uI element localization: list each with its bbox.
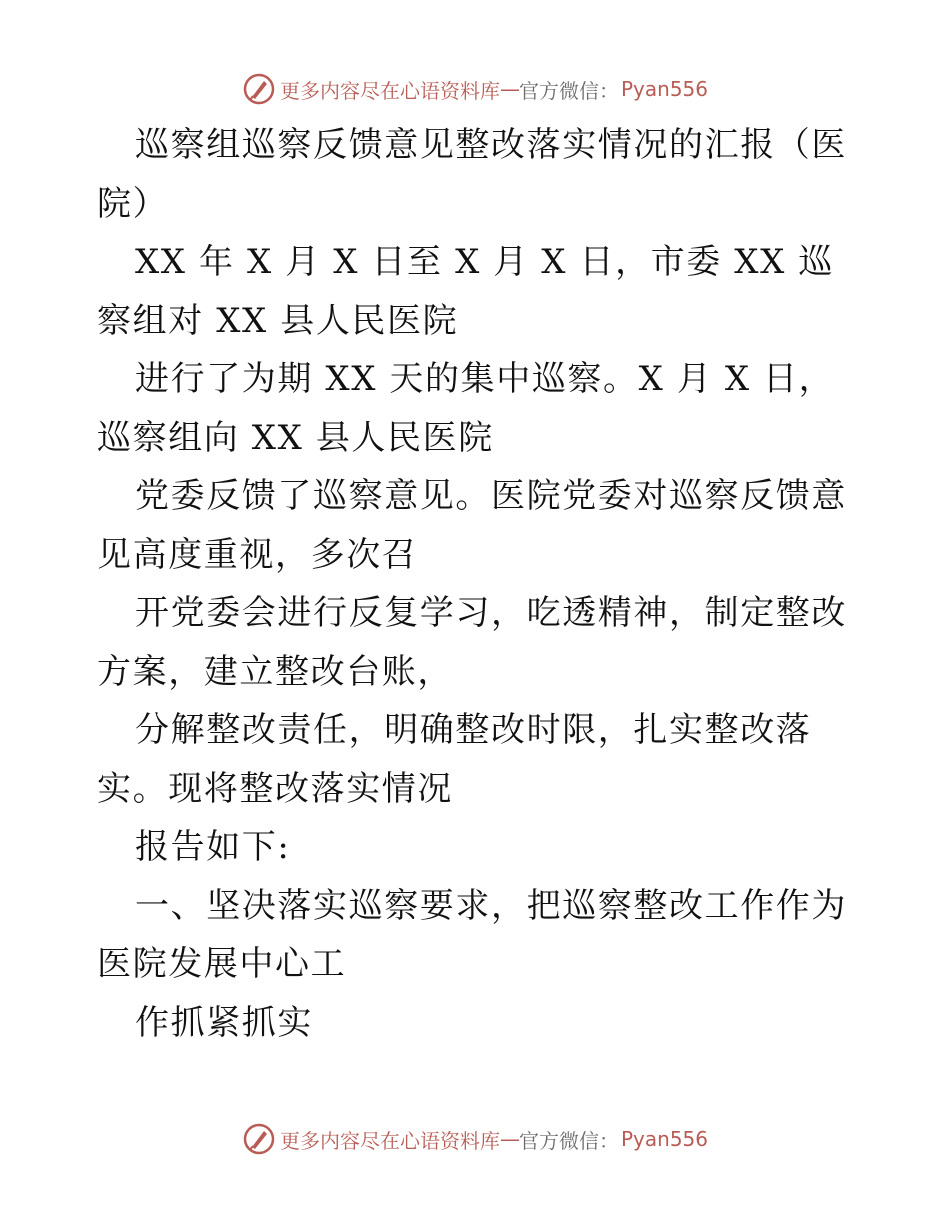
watermark-dash: — (499, 1127, 519, 1151)
watermark-banner-top (0, 72, 950, 106)
quill-pen-icon (242, 72, 276, 106)
paragraph: 进行了为期 XX 天的集中巡察。X 月 X 日，巡察组向 XX 县人民医院 (97, 359, 835, 458)
quill-pen-icon (242, 1122, 276, 1156)
watermark-wechat-id: Pyan556 (620, 77, 708, 101)
watermark-official-label: 官方微信： (518, 1128, 619, 1153)
watermark-text: 更多内容尽在心语资料库 (279, 78, 500, 103)
document-title: 巡察组巡察反馈意见整改落实情况的汇报（医院） (97, 125, 847, 224)
watermark-official-label: 官方微信： (518, 78, 619, 103)
section-heading: 一、坚决落实巡察要求，把巡察整改工作作为医院发展中心工 (97, 885, 847, 984)
watermark-dash: — (499, 77, 519, 101)
paragraph: 开党委会进行反复学习，吃透精神，制定整改方案，建立整改台账， (97, 593, 847, 692)
watermark-banner-bottom (0, 1122, 950, 1156)
paragraph: 作抓紧抓实 (135, 1002, 313, 1043)
document-body (97, 116, 857, 1052)
watermark-text: 更多内容尽在心语资料库 (279, 1128, 500, 1153)
paragraph: 党委反馈了巡察意见。医院党委对巡察反馈意见高度重视，多次召 (97, 476, 847, 575)
watermark-wechat-id: Pyan556 (620, 1127, 708, 1151)
paragraph: XX 年 X 月 X 日至 X 月 X 日，市委 XX 巡察组对 XX 县人民医院 (97, 242, 834, 341)
paragraph: 分解整改责任，明确整改时限，扎实整改落实。现将整改落实情况 (97, 710, 812, 809)
paragraph: 报告如下: (135, 827, 291, 867)
